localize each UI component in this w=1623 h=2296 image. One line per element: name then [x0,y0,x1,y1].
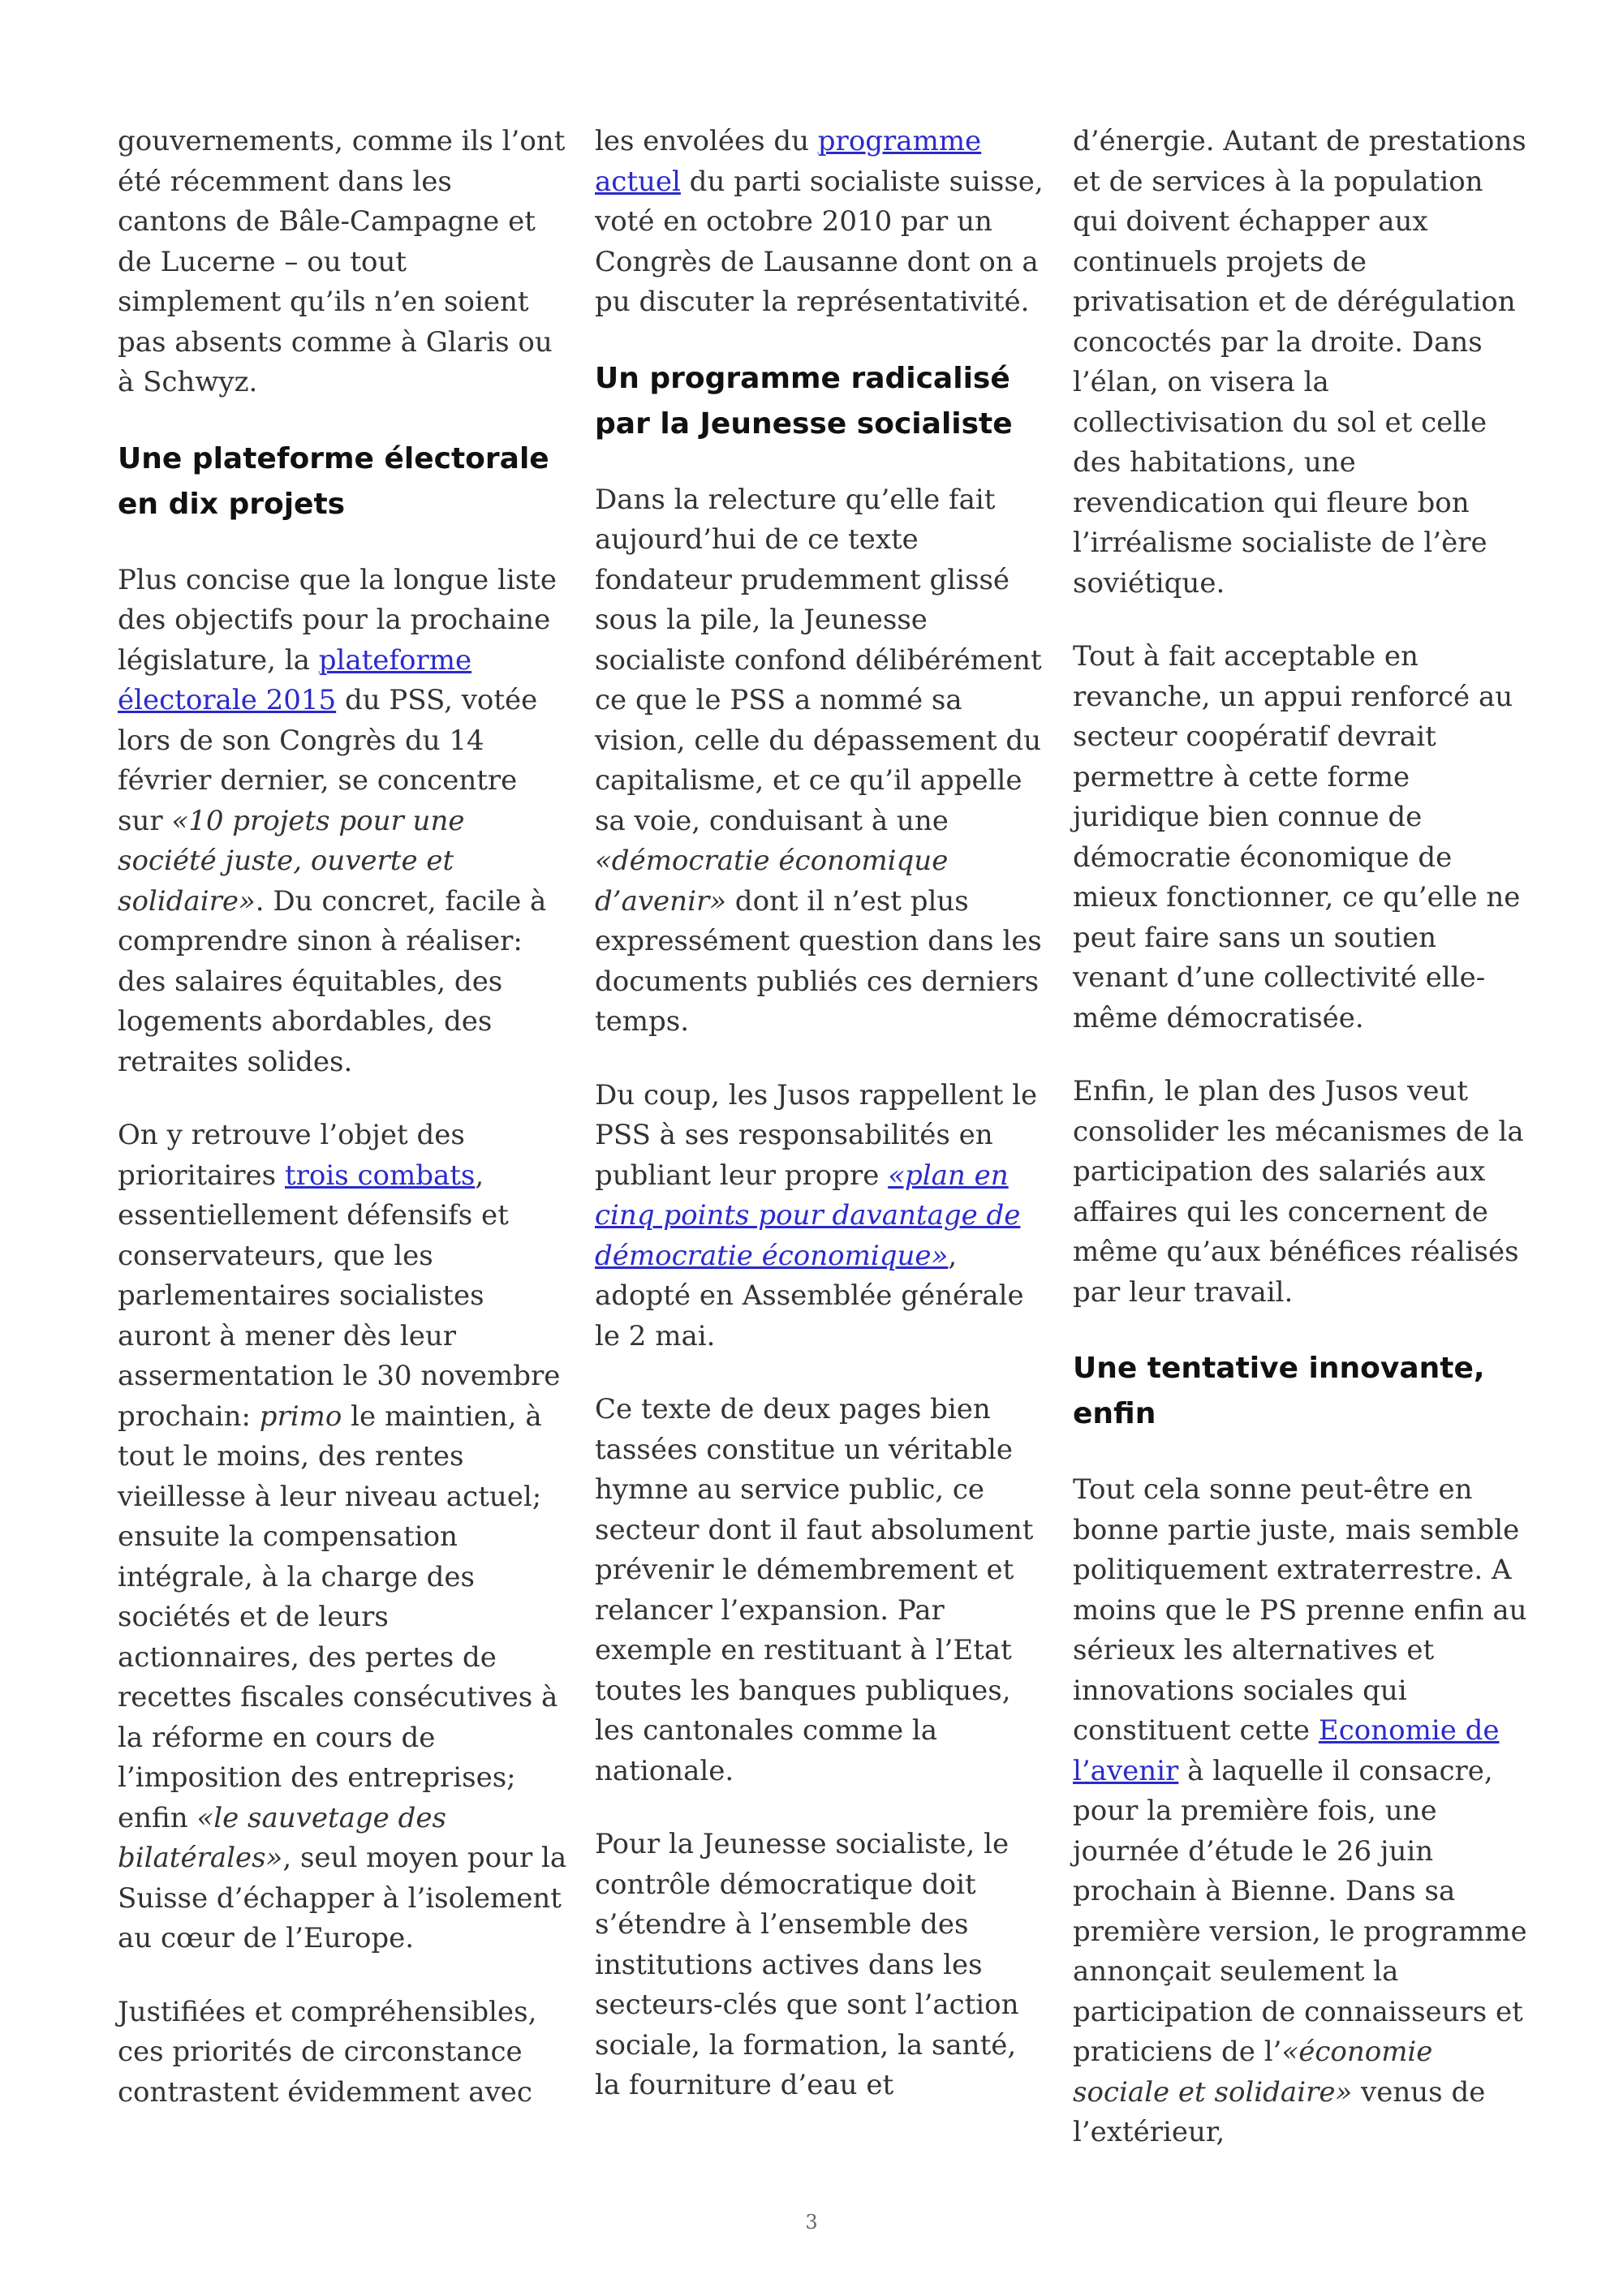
text: à laquelle il consacre, pour la première fois, une journée d’étude le 26 juin prochain à Bienne. Dans sa première version, le programme annonçait seulement la participation de connaisseurs et praticiens de l’ [1073,1754,1527,2068]
text: les envolées du [595,125,818,157]
paragraph: d’énergie. Autant de prestations et de services à la population qui doivent échapper aux continuels projets de privatisation et de dérégulation concoctés par la droite. Dans l’élan, on visera la collectivisation du sol et celle des habitations, une revendication qui fleure bon l’irréalisme socialiste de l’ère soviétique. [1073,125,1526,600]
text: Tout cela sonne peut-être en bonne partie juste, mais semble politiquement extraterrestre. A moins que le PS prenne enfin au sérieux les alternatives et innovations sociales qui constituent cette [1073,1473,1527,1747]
emphasis: primo [259,1400,342,1433]
text: , seul moyen pour la Suisse d’échapper à l’isolement au cœur de l’Europe. [118,1842,567,1954]
paragraph: Justifiées et compréhensibles, ces priorités de circonstance contrastent évidemment avec [118,1995,537,2109]
column-1 [118,122,568,2146]
text: du PSS, votée lors de son Congrès du 14 février dernier, se concentre sur [118,684,538,837]
section-heading: Une plateforme électorale en dix projets [118,441,549,521]
paragraph: Pour la Jeunesse socialiste, le contrôle démocratique doit s’étendre à l’ensemble des institutions actives dans les secteurs-clés que sont l’action sociale, la formation, la santé, la fourniture d’eau et [595,1828,1019,2101]
text: . Du concret, facile à comprendre sinon à réaliser: des salaires équitables, des logements abordables, des retraites solides. [118,884,547,1078]
column-3 [1073,122,1527,2186]
page-number: 3 [805,2211,818,2234]
text: le maintien, à tout le moins, des rentes vieillesse à leur niveau actuel; ensuite la compensation intégrale, à la charge des sociétés et de leurs actionnaires, des pertes de recettes fiscales consécutives à la réforme en cours de l’imposition des entreprises; enfin [118,1400,558,1834]
paragraph: Enfin, le plan des Jusos veut consolider les mécanismes de la participation des salariés aux affaires qui les concernent de même qu’aux bénéfices réalisés par leur travail. [1073,1075,1524,1309]
quote: «économie sociale et solidaire» [1073,2036,1433,2109]
text: , adopté en Assemblée générale le 2 mai. [595,1239,1024,1352]
paragraph [595,122,1045,323]
quote: «démocratie économique d’avenir» [595,845,949,918]
section-heading: Un programme radicalisé par la Jeunesse socialiste [595,361,1013,441]
plateforme-electorale-link[interactable]: plateforme électorale 2015 [118,643,472,716]
programme-actuel-link[interactable]: programme actuel [595,125,982,198]
quote: «le sauvetage des bilatérales» [118,1801,446,1874]
paragraph: Tout à fait acceptable en revanche, un appui renforcé au secteur coopératif devrait permettre à cette forme juridique bien connue de démocratie économique de mieux fonctionner, ce qu’elle ne peut faire sans un soutien venant d’une collectivité elle-même démocratisée. [1073,640,1521,1034]
text: Plus concise que la longue liste des objectifs pour la prochaine législature, la [118,563,557,677]
text: Dans la relecture qu’elle fait aujourd’hui de ce texte fondateur prudemment glissé sous la pile, la Jeunesse socialiste confond délibérément ce que le PSS a nommé sa vision, celle du dépassement du capitalisme, et ce qu’il appelle sa voie, conduisant à une [595,483,1042,837]
section-heading: Une tentative innovante, enfin [1073,1352,1485,1430]
text: On y retrouve l’objet des prioritaires [118,1119,465,1192]
paragraph [1073,1470,1527,2153]
economie-avenir-link[interactable]: Economie de l’avenir [1073,1714,1500,1787]
plan-cinq-points-link[interactable]: «plan en cinq points pour davantage de démocratie économique» [595,1159,1021,1272]
column-2 [595,122,1045,2139]
paragraph [595,480,1045,1043]
paragraph [118,561,568,1083]
text: , essentiellement défensifs et conservateurs, que les parlementaires socialistes auront à mener dès leur assermentation le 30 novembre prochain: [118,1159,561,1433]
paragraph [595,1076,1045,1357]
text: du parti socialiste suisse, voté en octobre 2010 par un Congrès de Lausanne dont on a pu discuter la représentativité. [595,165,1044,318]
quote: «10 projets pour une société juste, ouverte et solidaire» [118,804,465,918]
paragraph [118,1116,568,1959]
trois-combats-link[interactable]: trois combats [284,1159,476,1192]
paragraph: Ce texte de deux pages bien tassées constitue un véritable hymne au service public, ce secteur dont il faut absolument prévenir le démembrement et relancer l’expansion. Par exemple en restituant à l’Etat toutes les banques publiques, les cantonales comme la nationale. [595,1393,1034,1787]
text: venus de l’extérieur, [1073,2075,1486,2148]
text: dont il n’est plus expressément question dans les documents publiés ces derniers temps. [595,884,1042,1038]
paragraph: gouvernements, comme ils l’ont été récemment dans les cantons de Bâle-Campagne et de Lucerne – ou tout simplement qu’ils n’en soient pas absents comme à Glaris ou à Schwyz. [118,125,566,398]
text: Du coup, les Jusos rappellent le PSS à ses responsabilités en publiant leur propre [595,1078,1038,1192]
